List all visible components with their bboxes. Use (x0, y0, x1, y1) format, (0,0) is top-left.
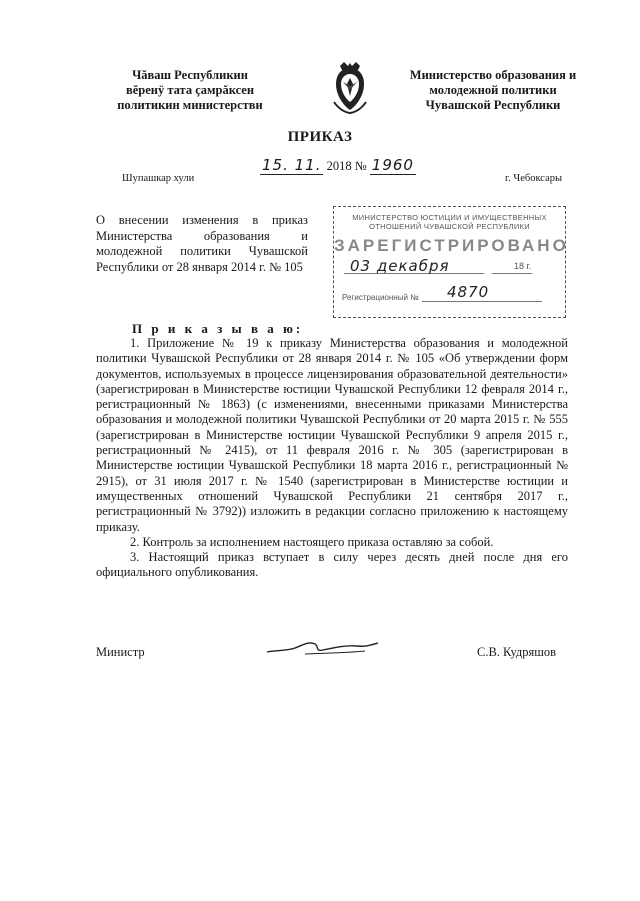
paragraph-3: 3. Настоящий приказ вступает в силу через десять дней после дня его официального опубликования. (96, 550, 568, 580)
stamp-status: ЗАРЕГИСТРИРОВАНО (334, 236, 569, 255)
header-left-line-3: политикин министерстви (117, 98, 263, 112)
header-left-chuvash (85, 68, 295, 113)
order-body (96, 336, 568, 581)
signatory-name: С.В. Кудряшов (477, 645, 557, 659)
stamp-reg-label: Регистрационный № (342, 293, 419, 302)
header-left-line-1: Чăваш Республикин (132, 68, 248, 82)
paragraph-2: 2. Контроль за исполнением настоящего приказа оставляю за собой. (130, 534, 494, 549)
order-verb: П р и к а з ы в а ю: (132, 321, 304, 336)
registration-stamp (333, 206, 569, 318)
stamp-reg-number: 4870 (447, 283, 490, 301)
document-title: ПРИКАЗ (287, 129, 353, 145)
city-chuvash: Шупашкар хули (122, 173, 195, 184)
header-left-line-2: вĕренÿ тата çамрăксен (125, 83, 255, 97)
header-right-russian (388, 68, 598, 113)
order-year: 2018 № (326, 159, 367, 173)
header-right-line-2: молодежной политики (429, 83, 557, 97)
order-date: 15. 11. (262, 156, 322, 174)
city-russian: г. Чебоксары (505, 173, 563, 184)
stamp-year: 18 г. (514, 261, 532, 271)
stamp-date: 03 декабря (350, 257, 450, 275)
paragraph-1: 1. Приложение № 19 к приказу Министерства образования и молодежной политики Чувашской Республики от 28 января 2014 г. № 105 «Об утверждении форм документов, используемых в процессе лицензирования образовательной деятельности» (зарегистрирован в Министерстве юстиции Чувашской Республики 12 февраля 2014 г., регистрационный № 1863) (с изменениями, внесенными приказами Министерства образования и молодежной политики Чувашской Республики от 20 марта 2015 г. № 555 (зарегистрирован в Министерстве юстиции Чувашской Республики 9 апреля 2015 г., регистрационный № 2415), от 11 февраля 2016 г. № 305 (зарегистрирован в Министерстве юстиции Чувашской Республики 18 марта 2016 г., регистрационный № 2915), от 31 июля 2017 г. № 1540 (зарегистрирован в Министерстве юстиции и имущественных отношений Чувашской Республики 21 сентября 2017 г., регистрационный № 3792)) изложить в редакции согласно приложению к настоящему приказу. (96, 336, 568, 534)
chuvash-emblem-icon (328, 62, 372, 114)
handwritten-signature-icon (265, 636, 380, 658)
order-subject: О внесении изменения в приказ Министерства образования и молодежной политики Чувашской Республики от 28 января 2014 г. № 105 (96, 213, 308, 274)
stamp-reg-row (342, 283, 557, 302)
header-right-line-3: Чувашской Республики (425, 98, 561, 112)
order-number: 1960 (371, 156, 414, 174)
signatory-role: Министр (96, 645, 145, 659)
header-right-line-1: Министерство образования и (409, 68, 577, 82)
stamp-heading: МИНИСТЕРСТВО ЮСТИЦИИ И ИМУЩЕСТВЕННЫХ ОТНОШЕНИЙ ЧУВАШСКОЙ РЕСПУБЛИКИ (352, 213, 547, 231)
date-number-line (260, 156, 460, 175)
